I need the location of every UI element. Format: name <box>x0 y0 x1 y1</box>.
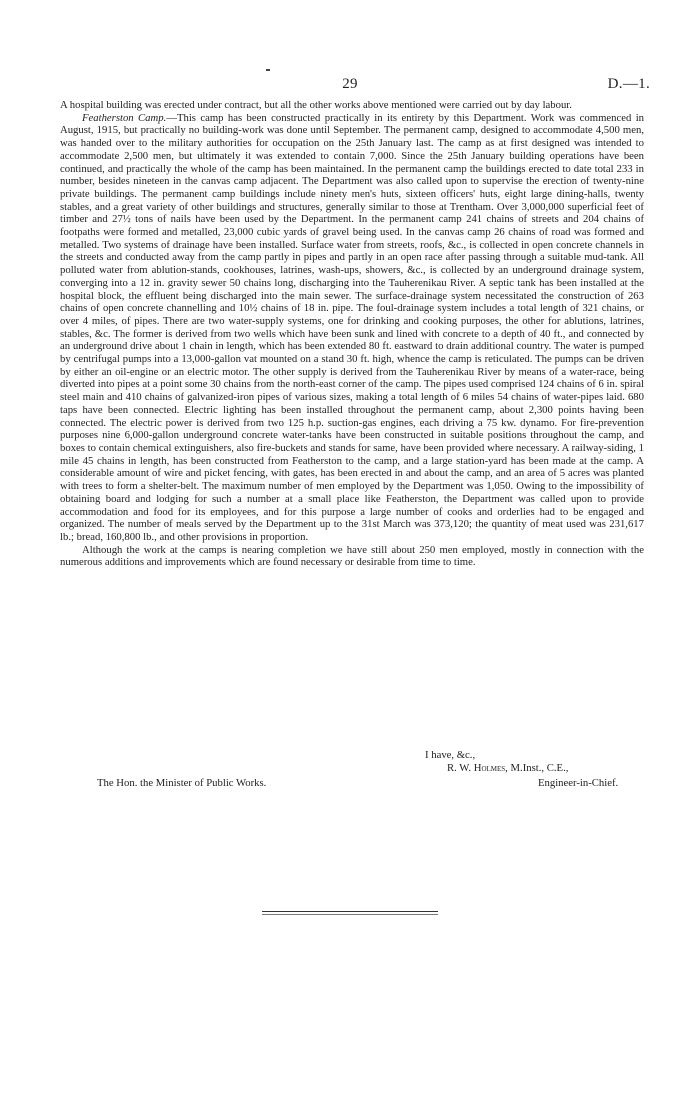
paragraph-hospital: A hospital building was erected under contract, but all the other works above mentioned were carried out by day labour. <box>60 99 572 111</box>
featherston-text: —This camp has been constructed practically in its entirety by this Department. Work was commenced in August, 1915, but practically no building-work was done until September. The permanent camp, designed to accommodate 4,500 men, was handed over to the military authorities for occupation on the 25th January last. The camp as at first designed was intended to accommodate 2,500 men, but ultimately it was extended to contain 7,000. Since the 25th January building operations have been continued, and practically the whole of the camp has been maintained. In the permanent camp the buildings erected to date total 233 in number, besides nineteen in the canvas camp adjacent. The Department was also called upon to supervise the erection of twenty-nine private buildings. The permanent camp buildings include ninety men's huts, sixteen officers' huts, eight large dining-halls, twenty stables, and a great variety of other buildings and structures, generally similar to those at Trentham. Over 3,000,000 superficial feet of timber and 27½ tons of nails have been used by the Department. In the permanent camp 241 chains of streets and 204 chains of footpaths were formed and metalled, 23,000 cubic yards of gravel being used. In the canvas camp 26 chains of road was formed and metalled. Two systems of drainage have been installed. Surface water from streets, roofs, &c., is collected in open concrete channels in the streets and conducted away from the camp partly in pipes and partly in an open race after passing through a suitable mud-tank. All polluted water from ablution-stands, cookhouses, latrines, wash-ups, showers, &c., is collected by an underground drainage system, converging into a 12 in. gravity sewer 50 chains long, discharging into the Tauherenikau River. A septic tank has been installed at the hospital block, the effluent being discharged into the main sewer. The surface-drainage system necessitated the construction of 263 chains of open concrete channelling and 10½ chains of 18 in. pipe. The foul-drainage system includes a total length of 321 chains, or over 4 miles, of pipes. There are two water-supply systems, one for drinking and cooking purposes, the other for ablutions, latrines, stables, &c. The former is derived from two wells which have been sunk and lined with concrete to a depth of 40 ft., and connected by an underground drive about 1 chain in length, which has been extended 80 ft. eastward to drain additional country. The water is pumped by centrifugal pumps into a 13,000-gallon vat mounted on a stand 30 ft. high, whence the camp is reticulated. The pumps can be driven by either an oil-engine or an electric motor. The other supply is derived from the Tauherenikau River by means of a water-race, being diverted into pipes at a point some 30 chains from the north-east corner of the camp. The pipes used comprised 124 chains of 6 in. spiral steel main and 410 chains of galvanized-iron pipes of various sizes, making a total length of 6 miles 54 chains of water-pipes laid. 680 taps have been connected. Electric lighting has been installed throughout the permanent camp, about 2,300 points having been connected. The electric power is derived from two 125 h.p. suction-gas engines, each driving a 75 kw. dynamo. For fire-prevention purposes nine 6,000-gallon underground concrete water-tanks have been constructed in suitable positions throughout the camp, and boxes to contain chemical extinguishers, also fire-buckets and stands for same, have been provided where necessary. A railway-siding, 1 mile 45 chains in length, has been constructed from Featherston to the camp, and a large station-yard has been made at the camp. A considerable amount of wire and picket fencing, with gates, has been erected in and about the camp, and an area of 5 acres was planted with trees to form a shelter-belt. The maximum number of men employed by the Department was 1,050. Owing to the impossibility of obtaining board and lodging for such a number at a small place like Featherston, the Department was called upon to provide accommodation and food for its employees, and for this purpose a large number of cooks and orderlies had to be engaged and organized. The number of meals served by the Department up to the 31st March was 373,120; the quantity of meat used was 231,617 lb.; bread, 160,800 lb., and other provisions in proportion. <box>60 111 645 543</box>
body-text <box>60 99 644 569</box>
closing-salutation: I have, &c., <box>425 749 476 761</box>
page-number: 29 <box>342 76 358 92</box>
section-heading-featherston-camp: Featherston Camp. <box>82 111 167 124</box>
signature-line <box>447 762 568 774</box>
addressee: The Hon. the Minister of Public Works. <box>97 777 267 789</box>
document-reference: D.—1. <box>607 76 650 92</box>
signature-title: Engineer-in-Chief. <box>538 777 619 789</box>
paragraph-conclusion: Although the work at the camps is nearing completion we have still about 250 men employed, mostly in connection with the numerous additions and improvements which are found necessary or desirable from time to time. <box>60 543 644 569</box>
printer-mark <box>266 69 270 71</box>
end-rule <box>262 911 438 912</box>
end-rule-secondary <box>262 914 438 915</box>
signature-qualifications: M.Inst., C.E., <box>510 762 569 774</box>
signature-name: R. W. Holmes, <box>447 762 508 774</box>
paragraph-featherston <box>60 112 644 544</box>
